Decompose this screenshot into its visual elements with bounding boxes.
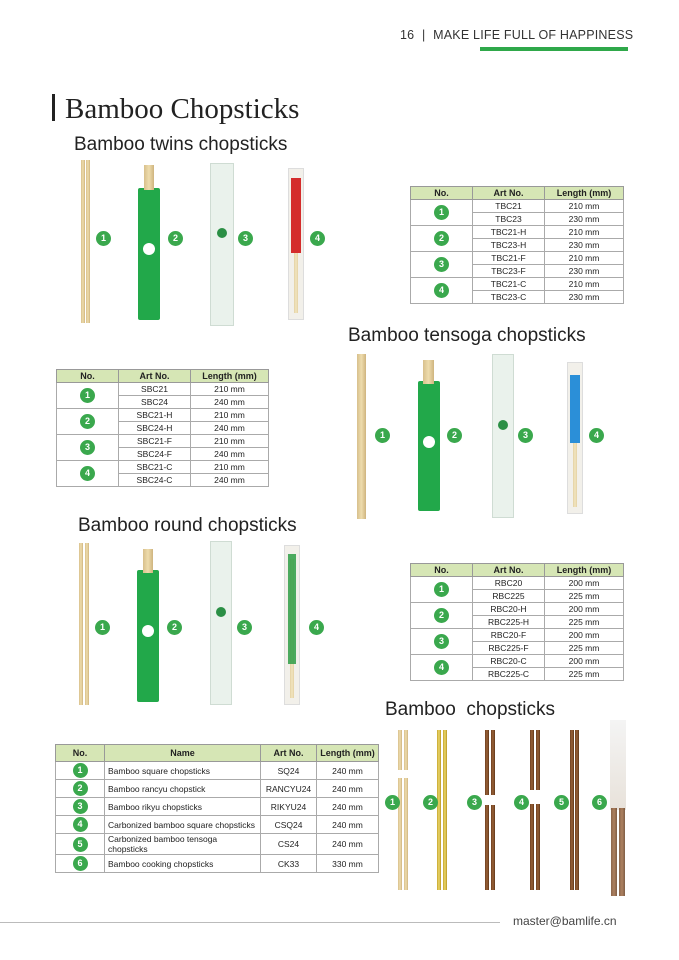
number-badge: 5	[73, 837, 88, 852]
length-cell: 210 mm	[545, 226, 624, 239]
art-no-cell: RBC20-F	[473, 629, 545, 642]
number-badge: 4	[73, 817, 88, 832]
col-header-length: Length (mm)	[545, 564, 624, 577]
col-header-no: No.	[411, 187, 473, 200]
callout-2: 2	[167, 620, 182, 635]
product-image-clear-sleeve-red	[288, 168, 304, 320]
number-badge: 2	[434, 608, 449, 623]
number-badge: 3	[434, 257, 449, 272]
col-header-art-no: Art No.	[473, 564, 545, 577]
number-badge: 3	[80, 440, 95, 455]
chopstick-tip	[423, 360, 434, 384]
twins-table	[410, 186, 624, 304]
table-row	[57, 383, 269, 396]
page-title-wrap	[52, 93, 299, 126]
title-bar	[52, 94, 55, 121]
length-cell: 210 mm	[191, 461, 269, 474]
row-number-cell	[56, 855, 105, 873]
callout-2: 2	[423, 795, 438, 810]
number-badge: 1	[80, 388, 95, 403]
product-image-clear-sleeve-blue	[567, 362, 583, 514]
product-image-green-pack	[138, 188, 160, 320]
art-no-cell: SBC24-H	[119, 422, 191, 435]
brand-logo-icon	[498, 420, 508, 430]
row-number-cell	[57, 461, 119, 487]
length-cell: 240 mm	[317, 816, 379, 834]
number-badge: 1	[73, 763, 88, 778]
length-cell: 240 mm	[317, 762, 379, 780]
name-cell: Bamboo square chopsticks	[105, 762, 261, 780]
table-row	[411, 200, 624, 213]
length-cell: 240 mm	[317, 798, 379, 816]
length-cell: 225 mm	[545, 590, 624, 603]
row-number-cell	[411, 226, 473, 252]
art-no-cell: SBC24	[119, 396, 191, 409]
col-header-length: Length (mm)	[545, 187, 624, 200]
table-row	[56, 798, 379, 816]
art-no-cell: RBC225-C	[473, 668, 545, 681]
number-badge: 4	[80, 466, 95, 481]
col-header-art-no: Art No.	[119, 370, 191, 383]
row-number-cell	[56, 762, 105, 780]
page-header	[400, 28, 634, 42]
art-no-cell: TBC23-F	[473, 265, 545, 278]
row-number-cell	[56, 798, 105, 816]
product-image-bare-round-right	[85, 543, 89, 705]
header-slogan: MAKE LIFE FULL OF HAPPINESS	[433, 28, 634, 42]
length-cell: 200 mm	[545, 655, 624, 668]
product-image-paper-sleeve	[210, 541, 232, 705]
row-number-cell	[411, 603, 473, 629]
section-title-tensoga: Bamboo tensoga chopsticks	[348, 325, 586, 346]
callout-4: 4	[310, 231, 325, 246]
length-cell: 240 mm	[191, 474, 269, 487]
art-no-cell: RBC225-H	[473, 616, 545, 629]
art-no-cell: CSQ24	[261, 816, 317, 834]
row-number-cell	[411, 278, 473, 304]
art-no-cell: SBC21-H	[119, 409, 191, 422]
col-header-length: Length (mm)	[317, 745, 379, 762]
callout-5: 5	[554, 795, 569, 810]
footer-email: master@bamlife.cn	[513, 914, 617, 928]
length-cell: 210 mm	[545, 278, 624, 291]
round-table	[410, 563, 624, 681]
product-image-carbonized-square-left	[530, 730, 534, 890]
section-title-chopsticks: Bamboo chopsticks	[385, 699, 556, 720]
number-badge: 3	[434, 634, 449, 649]
product-image-square-left	[398, 730, 402, 890]
product-image-bare-chopstick-right	[86, 160, 90, 323]
callout-3: 3	[238, 231, 253, 246]
art-no-cell: TBC23-C	[473, 291, 545, 304]
length-cell: 240 mm	[317, 834, 379, 855]
table-row	[411, 278, 624, 291]
length-cell: 210 mm	[545, 200, 624, 213]
number-badge: 3	[73, 799, 88, 814]
row-number-cell	[411, 200, 473, 226]
length-cell: 240 mm	[191, 448, 269, 461]
art-no-cell: RBC225-F	[473, 642, 545, 655]
product-image-square-right	[404, 730, 408, 890]
product-image-carbonized-tensoga-right	[575, 730, 579, 890]
footer-divider	[0, 922, 500, 923]
product-image-rancyu-left	[437, 730, 441, 890]
art-no-cell: SBC24-C	[119, 474, 191, 487]
length-cell: 240 mm	[317, 780, 379, 798]
callout-6: 6	[592, 795, 607, 810]
art-no-cell: RBC20-H	[473, 603, 545, 616]
brand-logo-icon	[142, 625, 154, 637]
table-row	[411, 629, 624, 642]
table-row	[56, 816, 379, 834]
product-image-rikyu-right	[491, 730, 495, 890]
product-image-rancyu-right	[443, 730, 447, 890]
length-cell: 200 mm	[545, 629, 624, 642]
product-image-carbonized-tensoga-left	[570, 730, 574, 890]
art-no-cell: RBC20	[473, 577, 545, 590]
length-cell: 330 mm	[317, 855, 379, 873]
name-cell: Bamboo cooking chopsticks	[105, 855, 261, 873]
length-cell: 225 mm	[545, 642, 624, 655]
number-badge: 2	[434, 231, 449, 246]
section-title-round: Bamboo round chopsticks	[78, 515, 297, 536]
chopstick-tip	[144, 165, 154, 190]
length-cell: 225 mm	[545, 668, 624, 681]
number-badge: 4	[434, 283, 449, 298]
length-cell: 210 mm	[191, 383, 269, 396]
callout-2: 2	[447, 428, 462, 443]
product-image-carbonized-square-right	[536, 730, 540, 890]
table-row	[411, 252, 624, 265]
product-image-paper-sleeve	[210, 163, 234, 326]
length-cell: 240 mm	[191, 396, 269, 409]
art-no-cell: RANCYU24	[261, 780, 317, 798]
product-image-bare-tensoga	[357, 354, 366, 519]
col-header-length: Length (mm)	[191, 370, 269, 383]
table-row	[411, 577, 624, 590]
table-row	[56, 780, 379, 798]
art-no-cell: TBC23	[473, 213, 545, 226]
length-cell: 230 mm	[545, 291, 624, 304]
table-row	[56, 834, 379, 855]
row-number-cell	[411, 252, 473, 278]
product-image-paper-sleeve	[492, 354, 514, 518]
col-header-name: Name	[105, 745, 261, 762]
number-badge: 4	[434, 660, 449, 675]
length-cell: 230 mm	[545, 239, 624, 252]
name-cell: Carbonized bamboo square chopsticks	[105, 816, 261, 834]
art-no-cell: TBC21-C	[473, 278, 545, 291]
row-number-cell	[56, 816, 105, 834]
product-image-cooking-printed	[610, 720, 626, 810]
product-image-bare-chopstick-left	[81, 160, 85, 323]
art-no-cell: CS24	[261, 834, 317, 855]
row-number-cell	[411, 577, 473, 603]
art-no-cell: TBC21-F	[473, 252, 545, 265]
callout-4: 4	[589, 428, 604, 443]
length-cell: 225 mm	[545, 616, 624, 629]
length-cell: 210 mm	[191, 435, 269, 448]
table-row	[411, 603, 624, 616]
callout-1: 1	[385, 795, 400, 810]
row-number-cell	[56, 780, 105, 798]
col-header-no: No.	[411, 564, 473, 577]
length-cell: 230 mm	[545, 265, 624, 278]
page-title: Bamboo Chopsticks	[65, 93, 300, 125]
callout-1: 1	[95, 620, 110, 635]
table-row	[57, 461, 269, 474]
callout-3: 3	[467, 795, 482, 810]
tensoga-table	[56, 369, 269, 487]
brand-logo-icon	[143, 243, 155, 255]
col-header-art-no: Art No.	[261, 745, 317, 762]
col-header-no: No.	[56, 745, 105, 762]
art-no-cell: RBC225	[473, 590, 545, 603]
length-cell: 200 mm	[545, 603, 624, 616]
row-number-cell	[411, 629, 473, 655]
number-badge: 6	[73, 856, 88, 871]
number-badge: 2	[73, 781, 88, 796]
table-row	[411, 655, 624, 668]
brand-logo-icon	[216, 607, 226, 617]
table-row	[57, 435, 269, 448]
product-image-cooking-left	[611, 808, 617, 896]
product-image-green-pack	[137, 570, 159, 702]
art-no-cell: SBC21	[119, 383, 191, 396]
table-row	[411, 226, 624, 239]
brand-logo-icon	[217, 228, 227, 238]
art-no-cell: TBC23-H	[473, 239, 545, 252]
art-no-cell: TBC21	[473, 200, 545, 213]
product-image-green-pack	[418, 381, 440, 511]
product-image-rikyu-left	[485, 730, 489, 890]
table-row	[56, 762, 379, 780]
product-image-clear-sleeve-green	[284, 545, 300, 705]
length-cell: 240 mm	[191, 422, 269, 435]
row-number-cell	[57, 409, 119, 435]
art-no-cell: SBC21-F	[119, 435, 191, 448]
product-image-cooking-right	[619, 808, 625, 896]
row-number-cell	[57, 435, 119, 461]
col-header-no: No.	[57, 370, 119, 383]
chopstick-tip	[143, 549, 153, 573]
length-cell: 210 mm	[191, 409, 269, 422]
table-row	[56, 855, 379, 873]
callout-3: 3	[237, 620, 252, 635]
product-image-bare-round-left	[79, 543, 83, 705]
number-badge: 1	[434, 205, 449, 220]
name-cell: Bamboo rancyu chopstick	[105, 780, 261, 798]
art-no-cell: SBC24-F	[119, 448, 191, 461]
section-title-twins: Bamboo twins chopsticks	[74, 134, 288, 155]
name-cell: Carbonized bamboo tensoga chopsticks	[105, 834, 261, 855]
art-no-cell: RIKYU24	[261, 798, 317, 816]
art-no-cell: CK33	[261, 855, 317, 873]
row-number-cell	[56, 834, 105, 855]
number-badge: 1	[434, 582, 449, 597]
number-badge: 2	[80, 414, 95, 429]
callout-1: 1	[375, 428, 390, 443]
length-cell: 200 mm	[545, 577, 624, 590]
callout-1: 1	[96, 231, 111, 246]
callout-4: 4	[309, 620, 324, 635]
callout-3: 3	[518, 428, 533, 443]
chopsticks-table	[55, 744, 379, 873]
art-no-cell: SBC21-C	[119, 461, 191, 474]
col-header-art-no: Art No.	[473, 187, 545, 200]
row-number-cell	[57, 383, 119, 409]
brand-logo-icon	[423, 436, 435, 448]
length-cell: 210 mm	[545, 252, 624, 265]
length-cell: 230 mm	[545, 213, 624, 226]
row-number-cell	[411, 655, 473, 681]
art-no-cell: TBC21-H	[473, 226, 545, 239]
header-accent-line	[480, 47, 628, 51]
art-no-cell: RBC20-C	[473, 655, 545, 668]
page-number: 16	[400, 28, 415, 42]
art-no-cell: SQ24	[261, 762, 317, 780]
table-row	[57, 409, 269, 422]
header-separator: |	[422, 28, 426, 42]
callout-2: 2	[168, 231, 183, 246]
name-cell: Bamboo rikyu chopsticks	[105, 798, 261, 816]
callout-4: 4	[514, 795, 529, 810]
